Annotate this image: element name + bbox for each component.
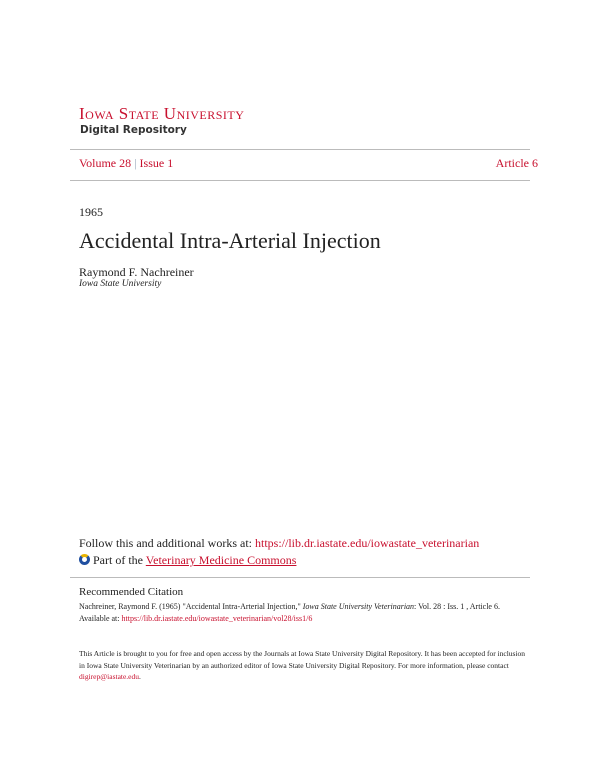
citation-heading: Recommended Citation [79, 586, 184, 598]
footer-end: . [139, 672, 141, 681]
citation-journal: Iowa State University Veterinarian [302, 602, 415, 611]
divider [70, 180, 530, 181]
footer-notice [79, 648, 529, 683]
author: Raymond F. Nachreiner [79, 265, 194, 279]
separator: | [134, 156, 137, 170]
follow-url[interactable]: https://lib.dr.iastate.edu/iowastate_veterinarian [255, 536, 480, 550]
citation-authors: Nachreiner, Raymond F. (1965) "Accidental Intra-Arterial Injection," [79, 602, 301, 611]
divider [70, 577, 530, 578]
issue-link[interactable]: Issue 1 [139, 156, 174, 170]
follow-label: Follow this and additional works at: [79, 536, 252, 550]
footer-text: This Article is brought to you for free and open access by the Journals at Iowa State University Digital Repository. It has been accepted for inclusion in Iowa State University Veterinarian by an authorized editor of Iowa State University Digital Repository. For more information, please contact [79, 649, 526, 670]
commons-link[interactable]: Veterinary Medicine Commons [145, 553, 297, 567]
divider [70, 149, 530, 150]
network-logo-icon [79, 554, 90, 565]
article-link[interactable]: Article 6 [495, 156, 538, 170]
contact-email[interactable]: digirep@iastate.edu [79, 672, 140, 681]
year: 1965 [79, 205, 103, 219]
citation-volume: : Vol. 28 : Iss. 1 , Article 6. [414, 602, 500, 611]
available-label: Available at: [79, 614, 120, 623]
follow-line [79, 536, 479, 551]
available-url[interactable]: https://lib.dr.iastate.edu/iowastate_veterinarian/vol28/iss1/6 [121, 614, 313, 623]
university-logo: Iowa State University [79, 104, 245, 123]
citation-text [79, 601, 539, 625]
part-of-line [79, 553, 296, 568]
logo-subtitle: Digital Repository [80, 124, 187, 136]
volume-link[interactable]: Volume 28 [79, 156, 132, 170]
affiliation: Iowa State University [79, 279, 162, 289]
article-title: Accidental Intra-Arterial Injection [79, 228, 381, 253]
part-of-label: Part of the [93, 553, 143, 567]
issue-info [79, 156, 173, 171]
